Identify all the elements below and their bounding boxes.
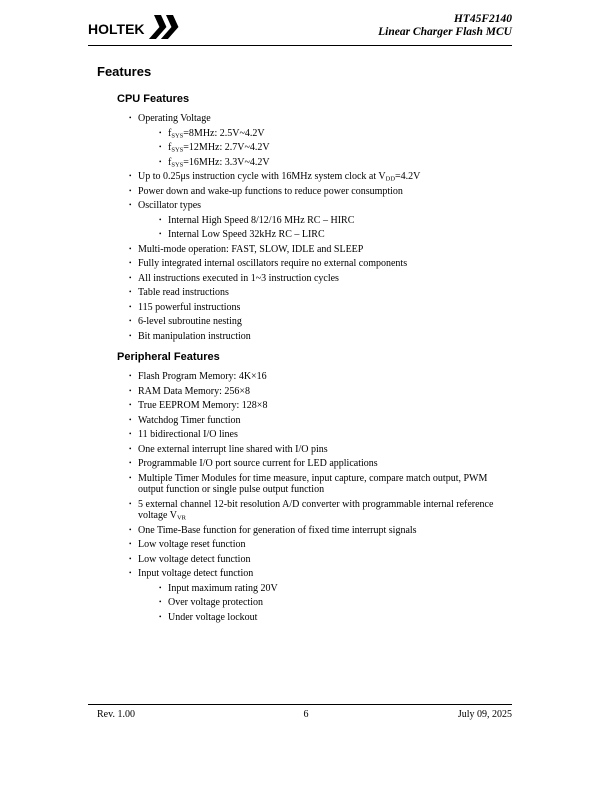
feature-subtext: Input maximum rating 20V [168,582,278,594]
feature-subitem [158,157,512,169]
feature-text: 5 external channel 12-bit resolution A/D converter with programmable internal reference voltage $V_{VR}$ [138,498,494,522]
feature-item [128,400,512,412]
feature-item [128,554,512,566]
feature-item [128,186,512,198]
feature-text: Power down and wake-up functions to reduce power consumption [138,185,403,197]
feature-section [88,351,512,623]
feature-item [128,316,512,328]
date: July 09, 2025 [457,709,512,720]
feature-text: Flash Program Memory: 4K×16 [138,371,267,382]
feature-text: Input voltage detect function [138,568,254,579]
feature-subtext: $f_{SYS}=8MHz$: 2.5V~4.2V [168,127,265,139]
feature-text: Bit manipulation instruction [138,330,251,342]
feature-section [88,93,512,342]
feature-text: Multi-mode operation: FAST, SLOW, IDLE and SLEEP [138,243,364,255]
feature-text: Watchdog Timer function [138,414,241,426]
header-rule [88,45,512,46]
part-number: HT45F2140 [453,13,512,25]
feature-item [128,113,512,168]
feature-text: Oscillator types [138,200,202,211]
feature-text: 11 bidirectional I/O lines [138,429,238,440]
feature-text: Fully integrated internal oscillators require no external components [138,258,408,269]
feature-subitem [158,215,512,227]
product-name: Linear Charger Flash MCU [378,26,512,38]
feature-item [128,200,512,241]
feature-item [128,429,512,441]
feature-subitem [158,583,512,595]
holtek-logo-text: HOLTEK [88,21,145,37]
feature-text: RAM Data Memory: 256×8 [138,385,251,397]
feature-item [128,415,512,427]
feature-item [128,386,512,398]
section-title: CPU Features [117,93,190,105]
feature-subitem [158,612,512,624]
page-title: Features [97,64,152,79]
feature-list [128,113,512,342]
feature-item [128,302,512,314]
page-number: 6 [303,709,309,720]
feature-item [128,258,512,270]
feature-text: Operating Voltage [138,113,211,124]
feature-item [128,171,512,183]
feature-text: Multiple Timer Modules for time measure, input capture, compare match output, PWM output function or single pulse output function [138,472,488,495]
feature-subtext: $f_{SYS}=12MHz$: 2.7V~4.2V [168,142,270,154]
feature-subitem [158,142,512,154]
feature-subtext: $f_{SYS}=16MHz$: 3.3V~4.2V [168,156,270,168]
feature-item [128,525,512,537]
feature-sublist [158,215,512,241]
feature-text: All instructions executed in 1~3 instruction cycles [138,272,339,284]
feature-item [128,458,512,470]
section-title: Peripheral Features [117,351,220,363]
feature-item [128,473,512,496]
feature-text: Programmable I/O port source current for LED applications [138,458,378,469]
feature-item [128,273,512,285]
feature-list [128,371,512,623]
feature-item [128,331,512,343]
feature-subtext: Internal High Speed 8/12/16 MHz RC – HIRC [168,214,355,226]
feature-text: Table read instructions [138,287,229,298]
feature-text: Low voltage detect function [138,553,251,565]
holtek-logo-mark-icon [148,15,186,41]
feature-text: 6-level subroutine nesting [138,316,242,327]
feature-text: Low voltage reset function [138,539,246,550]
feature-text: One external interrupt line shared with I/O pins [138,443,328,455]
holtek-logo [88,15,186,41]
feature-text: True EEPROM Memory: 128×8 [138,400,268,411]
feature-text: 115 powerful instructions [138,301,241,313]
feature-item [128,371,512,383]
feature-sublist [158,128,512,169]
feature-item [128,568,512,623]
feature-item [128,287,512,299]
feature-sublist [158,583,512,624]
footer-rule [88,704,512,705]
feature-subtext: Over voltage protection [168,597,263,608]
revision: Rev. 1.00 [97,709,135,720]
feature-subitem [158,128,512,140]
feature-text: Up to 0.25μs instruction cycle with 16MHz system clock at $V_{DD}=4.2V$ [138,171,421,183]
header-title-block [378,13,512,39]
feature-subtext: Under voltage lockout [168,611,258,623]
feature-item [128,499,512,522]
feature-subitem [158,229,512,241]
feature-subitem [158,597,512,609]
feature-item [128,539,512,551]
page-content [88,64,512,626]
feature-item [128,444,512,456]
sections [88,93,512,623]
feature-text: One Time-Base function for generation of fixed time interrupt signals [138,524,417,536]
feature-subtext: Internal Low Speed 32kHz RC – LIRC [168,229,325,240]
feature-item [128,244,512,256]
